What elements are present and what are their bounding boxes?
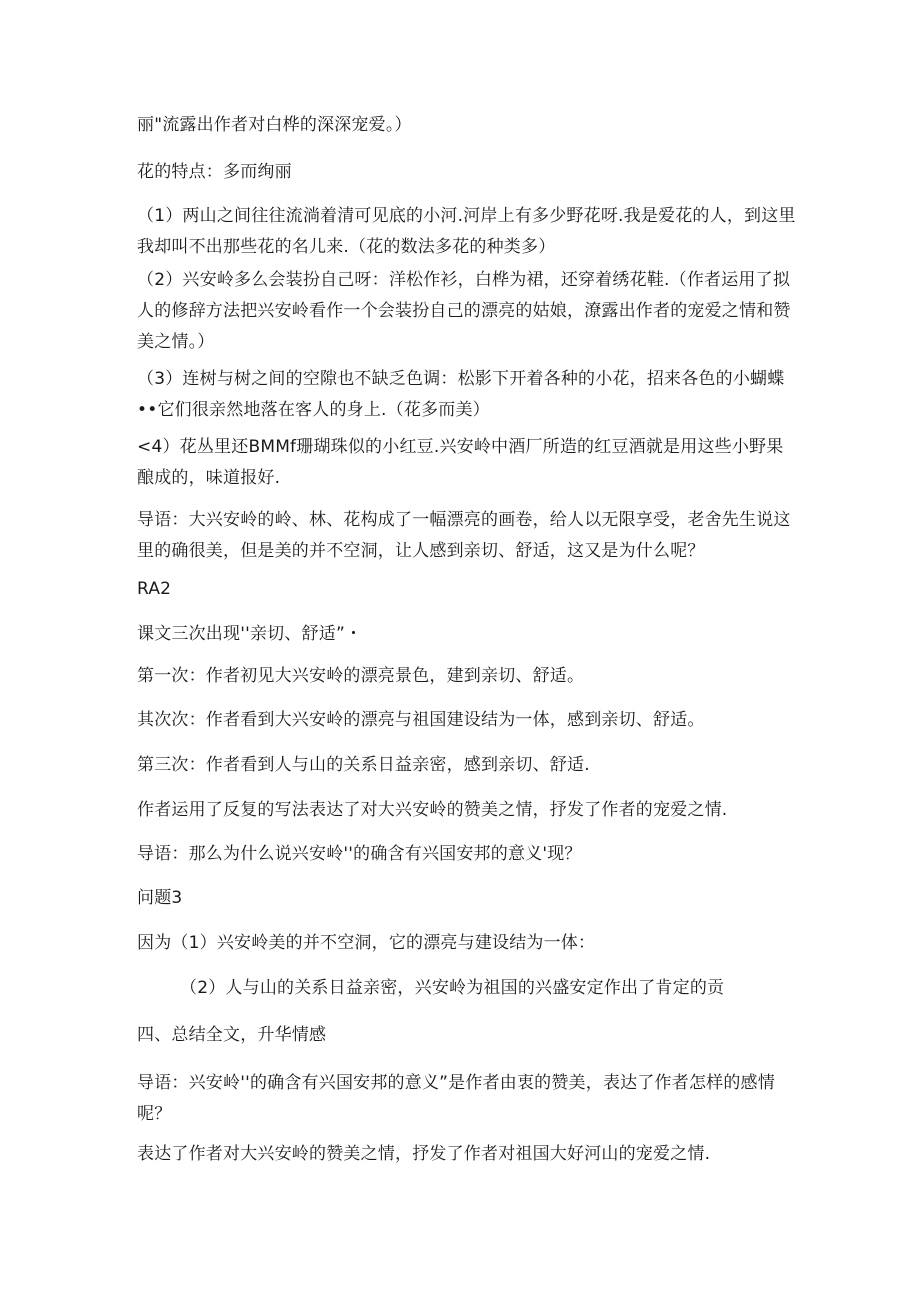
text-line: 导语：那么为什么说兴安岭''的确含有兴国安邦的意义'现？ bbox=[137, 844, 582, 864]
paragraph-second-time bbox=[137, 705, 787, 736]
paragraph-repetition bbox=[137, 795, 787, 826]
paragraph-point-2 bbox=[137, 265, 791, 358]
text-line: （2）人与山的关系日益亲密，兴安岭为祖国的兴盛安定作出了肯定的贡 bbox=[180, 978, 725, 998]
paragraph-guide-2 bbox=[137, 839, 787, 870]
text-line: 酿成的，味道报好. bbox=[137, 468, 281, 488]
text-line: <4）花丛里还BMMf珊瑚珠似的小红豆.兴安岭中酒厂所造的红豆酒就是用这些小野果 bbox=[137, 437, 784, 457]
paragraph-point-3 bbox=[137, 364, 787, 426]
text-line: ••它们很亲然地落在客人的身上.（花多而美） bbox=[137, 400, 490, 420]
text-line: 人的修辞方法把兴安岭看作一个会装扮自己的漂亮的姑娘，潦露出作者的宠爱之情和赞 bbox=[137, 301, 791, 321]
label-ra2 bbox=[137, 574, 787, 605]
text-line: RA2 bbox=[137, 579, 172, 599]
text-line: 我却叫不出那些花的名儿来.（花的数法多花的种类多） bbox=[137, 237, 556, 257]
text-line: 美之情。） bbox=[137, 332, 215, 352]
label-question-3 bbox=[137, 883, 787, 914]
text-line: （1）两山之间往往流淌着清可见底的小河.河岸上有多少野花呀.我是爱花的人，到这里 bbox=[137, 206, 796, 226]
text-line: 第三次：作者看到人与山的关系日益亲密，感到亲切、舒适. bbox=[137, 755, 590, 775]
paragraph-because-2 bbox=[180, 973, 787, 1004]
paragraph-first-time bbox=[137, 661, 787, 692]
heading-flower-features bbox=[137, 157, 787, 188]
text-line: 呢？ bbox=[137, 1104, 172, 1124]
text-line: 问题3 bbox=[137, 888, 183, 908]
text-line: 课文三次出现''亲切、舒适”・ bbox=[137, 624, 363, 644]
text-line: 第一次：作者初见大兴安岭的漂亮景色，建到亲切、舒适。 bbox=[137, 666, 585, 686]
text-line: 其次次：作者看到大兴安岭的漂亮与祖国建设结为一体，感到亲切、舒适。 bbox=[137, 710, 705, 730]
text-line: （3）连树与树之间的空隙也不缺乏色调：松影下开着各种的小花，招来各色的小蝴蝶 bbox=[137, 369, 785, 389]
text-line: （2）兴安岭多么会装扮自己呀：洋松作衫，白桦为裙，还穿着绣花鞋.（作者运用了拟 bbox=[137, 270, 791, 290]
paragraph-because-1 bbox=[137, 928, 787, 959]
text-line: 表达了作者对大兴安岭的赞美之情，抒发了作者对祖国大好河山的宠爱之情. bbox=[137, 1144, 711, 1164]
paragraph-guide-1 bbox=[137, 505, 791, 567]
paragraph-point-4 bbox=[137, 432, 787, 494]
paragraph-point-1 bbox=[137, 201, 796, 263]
text-line: 花的特点：多而绚丽 bbox=[137, 162, 292, 182]
text-line: 因为（1）兴安岭美的并不空洞，它的漂亮与建设结为一体： bbox=[137, 933, 596, 953]
paragraph-third-time bbox=[137, 750, 787, 781]
text-line: 里的确很美，但是美的并不空洞，让人感到亲切、舒适，这又是为什么呢？ bbox=[137, 541, 705, 561]
heading-summary bbox=[137, 1020, 787, 1051]
paragraph-birch-closing bbox=[137, 110, 787, 141]
text-line: 导语：大兴安岭的岭、林、花构成了一幅漂亮的画卷，给人以无限享受，老舍先生说这 bbox=[137, 510, 791, 530]
paragraph-conclusion bbox=[137, 1139, 787, 1170]
text-line: 四、总结全文，升华情感 bbox=[137, 1025, 327, 1045]
text-line: 丽"流露出作者对白桦的深深宠爱。） bbox=[137, 115, 412, 135]
text-line: 作者运用了反复的写法表达了对大兴安岭的赞美之情，抒发了作者的宠爱之情. bbox=[137, 800, 728, 820]
paragraph-guide-3 bbox=[137, 1068, 787, 1130]
paragraph-three-times bbox=[137, 619, 787, 650]
text-line: 导语：兴安岭''的确含有兴国安邦的意义”是作者由衷的赞美，表达了作者怎样的感情 bbox=[137, 1073, 775, 1093]
